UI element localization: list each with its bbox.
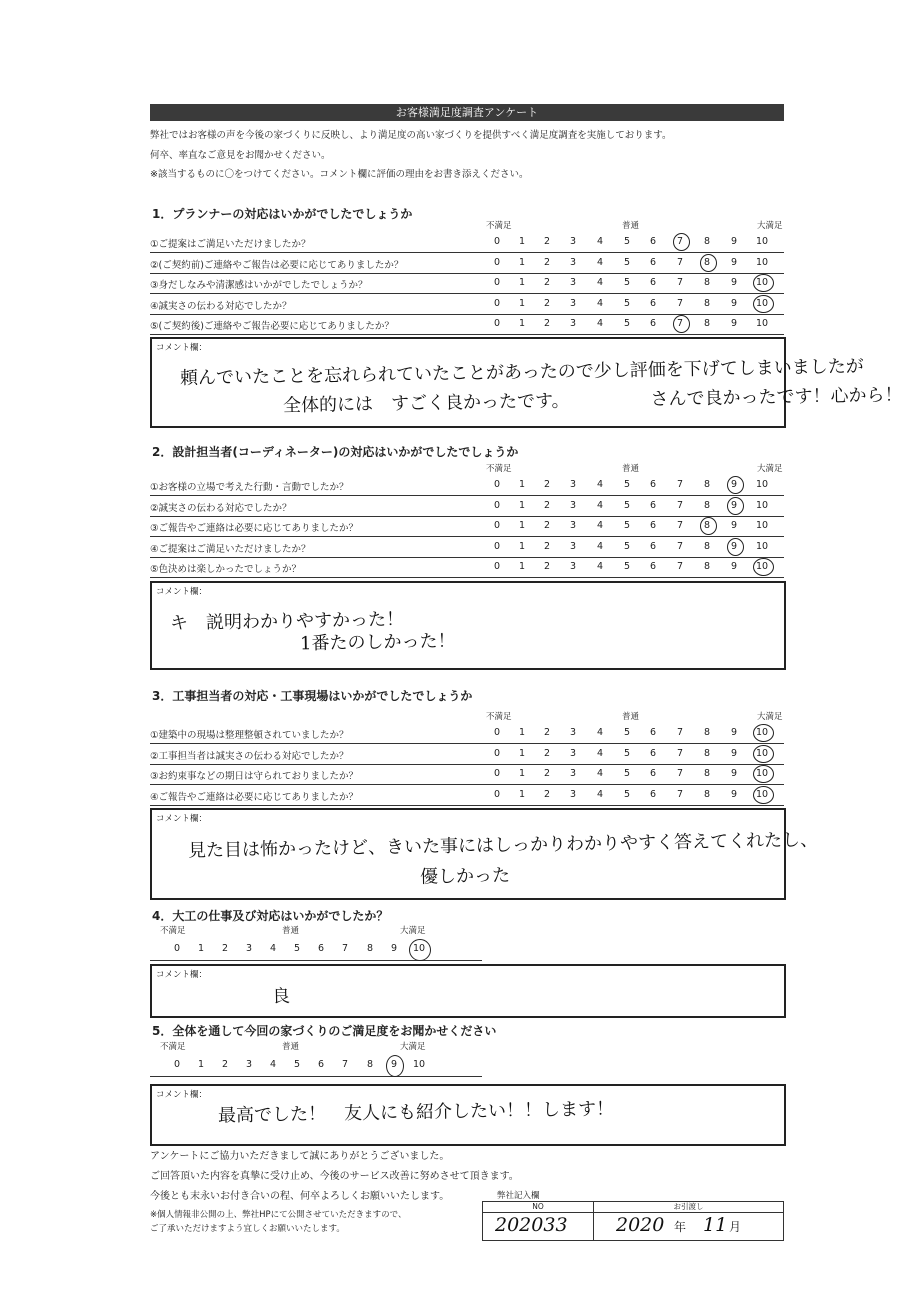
- rating-option-10[interactable]: 10: [755, 318, 769, 329]
- rating-option-10[interactable]: 10: [755, 256, 769, 268]
- rating-option-6[interactable]: 6: [649, 236, 657, 247]
- rating-option-1[interactable]: 1: [518, 788, 526, 800]
- delivery-header: お引渡し: [594, 1202, 783, 1213]
- answer-circle: [700, 254, 717, 272]
- rating-option-6[interactable]: 6: [649, 277, 657, 288]
- rating-option-6[interactable]: 6: [649, 318, 657, 329]
- answer-circle: [700, 517, 717, 535]
- section-3-scale-mid: 普通: [622, 712, 640, 722]
- rating-option-4[interactable]: 4: [269, 1059, 277, 1070]
- section-2-scale-low: 不満足: [486, 464, 512, 474]
- rating-option-10[interactable]: 10: [755, 236, 769, 247]
- rating-option-4[interactable]: 4: [596, 236, 604, 247]
- delivery-year: 2020: [616, 1214, 665, 1236]
- rating-option-7[interactable]: 7: [676, 256, 684, 268]
- rating-option-2[interactable]: 2: [543, 297, 551, 309]
- section-2-scale-mid: 普通: [622, 464, 640, 474]
- section-1-scale-high: 大満足: [757, 221, 783, 231]
- question-row: [150, 253, 784, 274]
- section-4-comment-box: [150, 964, 786, 1018]
- delivery-month: 11: [703, 1214, 728, 1236]
- footer-line-3: 今後とも末永いお付き合いの程、何卒よろしくお願いいたします。: [150, 1191, 450, 1202]
- rating-option-3[interactable]: 3: [569, 236, 577, 247]
- answer-circle: [727, 538, 744, 556]
- question-text: ①建築中の現場は整理整頓されていましたか？: [150, 730, 349, 741]
- rating-option-4[interactable]: 4: [596, 256, 604, 268]
- question-text: ①ご提案はご満足いただけましたか？: [150, 239, 311, 250]
- rating-option-6[interactable]: 6: [649, 479, 657, 490]
- rating-option-4[interactable]: 4: [596, 499, 604, 511]
- section-5-scale-high: 大満足: [400, 1042, 426, 1052]
- question-text: ③身だしなみや清潔感はいかがでしたでしょうか？: [150, 280, 368, 291]
- rating-option-6[interactable]: 6: [649, 256, 657, 268]
- intro-line-1: 弊社ではお客様の声を今後の家づくりに反映し、より満足度の高い家づくりを提供すべく満足度調査を実施しております。: [150, 130, 672, 141]
- question-row: [150, 723, 784, 744]
- rating-option-6[interactable]: 6: [649, 520, 657, 531]
- rating-option-3[interactable]: 3: [569, 520, 577, 531]
- rating-option-2[interactable]: 2: [543, 318, 551, 329]
- section-3-scale-high: 大満足: [757, 712, 783, 722]
- rating-option-9[interactable]: 9: [730, 768, 738, 779]
- rating-option-8[interactable]: 8: [703, 318, 711, 329]
- rating-option-3[interactable]: 3: [569, 727, 577, 738]
- rating-option-0[interactable]: 0: [493, 236, 501, 247]
- question-text: ③ご報告やご連絡は必要に応じてありましたか？: [150, 523, 359, 534]
- rating-option-4[interactable]: 4: [596, 788, 604, 800]
- office-label: 弊社記入欄: [497, 1191, 540, 1201]
- rating-option-3[interactable]: 3: [569, 747, 577, 759]
- rating-option-8[interactable]: 8: [366, 1059, 374, 1070]
- rating-option-5[interactable]: 5: [623, 236, 631, 247]
- rating-option-1[interactable]: 1: [518, 318, 526, 329]
- question-row: [150, 475, 784, 496]
- no-value: 202033: [495, 1214, 568, 1236]
- rating-option-5[interactable]: 5: [623, 561, 631, 572]
- question-row: [150, 557, 784, 578]
- rating-option-8[interactable]: 8: [366, 943, 374, 954]
- rating-option-0[interactable]: 0: [493, 561, 501, 572]
- rating-option-3[interactable]: 3: [569, 297, 577, 309]
- answer-circle: [753, 295, 774, 313]
- rating-option-9[interactable]: 9: [730, 520, 738, 531]
- question-row: [150, 785, 784, 806]
- section-2-scale-high: 大満足: [757, 464, 783, 474]
- rating-option-6[interactable]: 6: [317, 1059, 325, 1070]
- rating-option-5[interactable]: 5: [623, 318, 631, 329]
- rating-option-4[interactable]: 4: [596, 297, 604, 309]
- answer-circle: [386, 1055, 404, 1077]
- section-5-scale-mid: 普通: [282, 1042, 300, 1052]
- comment-label: コメント欄：: [156, 587, 208, 597]
- question-row: [150, 744, 784, 765]
- rating-option-5[interactable]: 5: [623, 540, 631, 552]
- comment-label: コメント欄：: [156, 814, 208, 824]
- section-3-title: 3．工事担当者の対応・工事現場はいかがでしたでしょうか: [152, 689, 473, 703]
- section-1-scale-low: 不満足: [486, 221, 512, 231]
- rating-option-8[interactable]: 8: [703, 256, 711, 268]
- rating-option-1[interactable]: 1: [518, 297, 526, 309]
- rating-option-5[interactable]: 5: [623, 297, 631, 309]
- rating-option-5[interactable]: 5: [623, 768, 631, 779]
- rating-option-10[interactable]: 10: [755, 788, 769, 800]
- rating-option-1[interactable]: 1: [518, 561, 526, 572]
- rating-option-0[interactable]: 0: [493, 768, 501, 779]
- rating-option-6[interactable]: 6: [317, 943, 325, 954]
- rating-option-10[interactable]: 10: [412, 1059, 426, 1070]
- answer-circle: [753, 558, 774, 576]
- answer-circle: [673, 315, 690, 333]
- rating-option-10[interactable]: 10: [755, 297, 769, 309]
- rating-option-4[interactable]: 4: [596, 768, 604, 779]
- section-4-scale-low: 不満足: [160, 926, 186, 936]
- rating-option-0[interactable]: 0: [493, 256, 501, 268]
- rating-option-2[interactable]: 2: [543, 236, 551, 247]
- rating-option-7[interactable]: 7: [676, 727, 684, 738]
- rating-option-8[interactable]: 8: [703, 499, 711, 511]
- handwritten-comment: 最高でした！ 友人にも紹介したい！！します！: [217, 1098, 615, 1127]
- rating-option-4[interactable]: 4: [596, 727, 604, 738]
- rating-option-3[interactable]: 3: [569, 479, 577, 490]
- rating-option-1[interactable]: 1: [518, 520, 526, 531]
- rating-option-3[interactable]: 3: [569, 318, 577, 329]
- rating-option-8[interactable]: 8: [703, 727, 711, 738]
- rating-option-10[interactable]: 10: [755, 561, 769, 572]
- question-text: ⑤(ご契約後)ご連絡やご報告必要に応じてありましたか？: [150, 321, 394, 332]
- rating-option-1[interactable]: 1: [518, 479, 526, 490]
- section-3-scale-low: 不満足: [486, 712, 512, 722]
- rating-option-7[interactable]: 7: [676, 479, 684, 490]
- rating-option-7[interactable]: 7: [341, 1059, 349, 1070]
- rating-baseline: [150, 960, 482, 961]
- rating-option-2[interactable]: 2: [543, 520, 551, 531]
- rating-option-2[interactable]: 2: [221, 1059, 229, 1070]
- footer-line-1: アンケートにご協力いただきまして誠にありがとうございました。: [150, 1151, 450, 1162]
- rating-option-2[interactable]: 2: [543, 256, 551, 268]
- handwritten-comment: 見た目は怖かったけど、きいた事にはしっかりわかりやすく答えてくれたし、: [187, 829, 819, 862]
- survey-title: お客様満足度調査アンケート: [150, 104, 784, 121]
- section-1-title: 1．プランナーの対応はいかがでしたでしょうか: [152, 207, 413, 221]
- rating-option-4[interactable]: 4: [596, 747, 604, 759]
- rating-option-0[interactable]: 0: [493, 520, 501, 531]
- rating-option-7[interactable]: 7: [676, 768, 684, 779]
- question-text: ②工事担当者は誠実さの伝わる対応でしたか？: [150, 750, 349, 762]
- rating-option-10[interactable]: 10: [755, 499, 769, 511]
- rating-option-1[interactable]: 1: [518, 277, 526, 288]
- privacy-line-1: ※個人情報非公開の上、弊社HPにて公開させていただきますので、: [150, 1210, 407, 1220]
- rating-option-0[interactable]: 0: [493, 727, 501, 738]
- month-unit: 月: [729, 1220, 742, 1234]
- rating-option-9[interactable]: 9: [730, 256, 738, 268]
- question-row: [150, 516, 784, 537]
- rating-option-1[interactable]: 1: [197, 1059, 205, 1070]
- rating-option-7[interactable]: 7: [676, 318, 684, 329]
- rating-option-5[interactable]: 5: [293, 943, 301, 954]
- rating-option-6[interactable]: 6: [649, 297, 657, 309]
- rating-option-7[interactable]: 7: [341, 943, 349, 954]
- answer-circle: [753, 765, 774, 783]
- rating-option-5[interactable]: 5: [293, 1059, 301, 1070]
- rating-option-2[interactable]: 2: [543, 561, 551, 572]
- rating-option-4[interactable]: 4: [596, 561, 604, 572]
- rating-option-10[interactable]: 10: [755, 747, 769, 759]
- rating-option-8[interactable]: 8: [703, 297, 711, 309]
- rating-option-5[interactable]: 5: [623, 277, 631, 288]
- rating-option-3[interactable]: 3: [569, 540, 577, 552]
- rating-option-2[interactable]: 2: [543, 499, 551, 511]
- rating-option-10[interactable]: 10: [755, 768, 769, 779]
- rating-option-7[interactable]: 7: [676, 747, 684, 759]
- rating-option-10[interactable]: 10: [755, 277, 769, 288]
- rating-option-10[interactable]: 10: [412, 943, 426, 954]
- rating-option-2[interactable]: 2: [543, 727, 551, 738]
- answer-circle: [409, 939, 431, 961]
- question-row: [150, 496, 784, 517]
- question-text: ④ご提案はご満足いただけましたか？: [150, 543, 311, 555]
- rating-option-0[interactable]: 0: [493, 788, 501, 800]
- rating-option-6[interactable]: 6: [649, 561, 657, 572]
- rating-option-1[interactable]: 1: [197, 943, 205, 954]
- rating-option-3[interactable]: 3: [245, 943, 253, 954]
- rating-option-10[interactable]: 10: [755, 727, 769, 738]
- rating-option-5[interactable]: 5: [623, 727, 631, 738]
- rating-option-7[interactable]: 7: [676, 236, 684, 247]
- comment-label: コメント欄：: [156, 343, 208, 353]
- answer-circle: [727, 497, 744, 515]
- rating-option-4[interactable]: 4: [596, 540, 604, 552]
- rating-option-3[interactable]: 3: [569, 256, 577, 268]
- rating-option-3[interactable]: 3: [569, 788, 577, 800]
- rating-option-1[interactable]: 1: [518, 768, 526, 779]
- question-text: ⑤色決めは楽しかったでしょうか？: [150, 564, 302, 575]
- comment-label: コメント欄：: [156, 970, 208, 980]
- rating-option-2[interactable]: 2: [543, 277, 551, 288]
- handwritten-comment: 良: [271, 985, 291, 1008]
- footer-line-2: ご回答頂いた内容を真摯に受け止め、今後のサービス改善に努めさせて頂きます。: [150, 1171, 519, 1182]
- handwritten-comment: キ 説明わかりやすかった！: [169, 608, 405, 635]
- question-row: [150, 232, 784, 253]
- answer-circle: [753, 274, 774, 292]
- rating-option-8[interactable]: 8: [703, 520, 711, 531]
- rating-option-2[interactable]: 2: [543, 747, 551, 759]
- intro-line-2: 何卒、率直なご意見をお聞かせください。: [150, 150, 331, 161]
- rating-option-9[interactable]: 9: [730, 540, 738, 552]
- rating-option-1[interactable]: 1: [518, 499, 526, 511]
- rating-option-4[interactable]: 4: [596, 277, 604, 288]
- question-text: ③お約束事などの期日は守られておりましたか？: [150, 771, 359, 782]
- rating-option-6[interactable]: 6: [649, 499, 657, 511]
- rating-option-4[interactable]: 4: [596, 318, 604, 329]
- rating-option-3[interactable]: 3: [569, 277, 577, 288]
- section-1-scale-mid: 普通: [622, 221, 640, 231]
- rating-option-9[interactable]: 9: [730, 561, 738, 572]
- rating-option-2[interactable]: 2: [543, 540, 551, 552]
- rating-option-0[interactable]: 0: [493, 499, 501, 511]
- rating-option-8[interactable]: 8: [703, 747, 711, 759]
- rating-option-8[interactable]: 8: [703, 236, 711, 247]
- rating-option-7[interactable]: 7: [676, 540, 684, 552]
- rating-option-2[interactable]: 2: [543, 768, 551, 779]
- rating-option-8[interactable]: 8: [703, 788, 711, 800]
- intro-line-3: ※該当するものに〇をつけてください。コメント欄に評価の理由をお書き添えください。: [150, 169, 529, 180]
- rating-option-7[interactable]: 7: [676, 297, 684, 309]
- rating-option-5[interactable]: 5: [623, 747, 631, 759]
- rating-option-6[interactable]: 6: [649, 768, 657, 779]
- handwritten-comment: 優しかった: [419, 865, 511, 888]
- rating-option-5[interactable]: 5: [623, 479, 631, 490]
- section-4-scale-high: 大満足: [400, 926, 426, 936]
- section-4-title: 4．大工の仕事及び対応はいかがでしたか？: [152, 909, 389, 923]
- rating-option-1[interactable]: 1: [518, 727, 526, 738]
- question-row: [150, 314, 784, 335]
- rating-option-7[interactable]: 7: [676, 561, 684, 572]
- rating-option-0[interactable]: 0: [493, 479, 501, 490]
- rating-option-2[interactable]: 2: [221, 943, 229, 954]
- rating-option-0[interactable]: 0: [493, 277, 501, 288]
- rating-option-7[interactable]: 7: [676, 499, 684, 511]
- question-text: ④ご報告やご連絡は必要に応じてありましたか？: [150, 791, 359, 803]
- rating-option-9[interactable]: 9: [390, 943, 398, 954]
- rating-option-8[interactable]: 8: [703, 768, 711, 779]
- rating-option-0[interactable]: 0: [173, 1059, 181, 1070]
- office-divider: [593, 1212, 594, 1240]
- rating-option-4[interactable]: 4: [269, 943, 277, 954]
- rating-option-3[interactable]: 3: [569, 499, 577, 511]
- rating-option-6[interactable]: 6: [649, 727, 657, 738]
- question-text: ④誠実さの伝わる対応でしたか？: [150, 300, 292, 312]
- rating-option-6[interactable]: 6: [649, 788, 657, 800]
- rating-option-7[interactable]: 7: [676, 277, 684, 288]
- rating-option-7[interactable]: 7: [676, 788, 684, 800]
- rating-option-1[interactable]: 1: [518, 236, 526, 247]
- rating-option-1[interactable]: 1: [518, 540, 526, 552]
- rating-option-9[interactable]: 9: [730, 499, 738, 511]
- rating-option-8[interactable]: 8: [703, 561, 711, 572]
- year-unit: 年: [674, 1220, 687, 1234]
- answer-circle: [673, 233, 690, 251]
- question-text: ②(ご契約前)ご連絡やご報告は必要に応じてありましたか？: [150, 259, 404, 271]
- rating-option-9[interactable]: 9: [730, 479, 738, 490]
- rating-option-9[interactable]: 9: [730, 236, 738, 247]
- rating-option-2[interactable]: 2: [543, 788, 551, 800]
- rating-option-8[interactable]: 8: [703, 479, 711, 490]
- rating-option-7[interactable]: 7: [676, 520, 684, 531]
- rating-option-6[interactable]: 6: [649, 540, 657, 552]
- rating-option-5[interactable]: 5: [623, 520, 631, 531]
- section-5-title: 5．全体を通して今回の家づくりのご満足度をお聞かせください: [152, 1024, 497, 1038]
- rating-option-2[interactable]: 2: [543, 479, 551, 490]
- rating-option-9[interactable]: 9: [730, 727, 738, 738]
- rating-option-3[interactable]: 3: [569, 561, 577, 572]
- no-header: NO: [483, 1202, 594, 1213]
- rating-option-0[interactable]: 0: [493, 297, 501, 309]
- question-row: [150, 537, 784, 558]
- question-row: [150, 764, 784, 785]
- rating-option-5[interactable]: 5: [623, 788, 631, 800]
- answer-circle: [753, 724, 774, 742]
- rating-option-0[interactable]: 0: [493, 540, 501, 552]
- rating-option-3[interactable]: 3: [569, 768, 577, 779]
- rating-option-5[interactable]: 5: [623, 499, 631, 511]
- rating-option-1[interactable]: 1: [518, 747, 526, 759]
- privacy-line-2: ご了承いただけますよう宜しくお願いいたします。: [150, 1224, 345, 1234]
- rating-option-1[interactable]: 1: [518, 256, 526, 268]
- rating-option-10[interactable]: 10: [755, 479, 769, 490]
- rating-option-0[interactable]: 0: [173, 943, 181, 954]
- answer-circle: [753, 745, 774, 763]
- rating-option-9[interactable]: 9: [730, 318, 738, 329]
- handwritten-comment: 全体的には すごく良かったです。 さんで良かったです！心から！: [282, 384, 903, 417]
- rating-option-9[interactable]: 9: [730, 788, 738, 800]
- question-row: [150, 273, 784, 294]
- answer-circle: [727, 476, 744, 494]
- rating-option-9[interactable]: 9: [730, 297, 738, 309]
- question-text: ②誠実さの伝わる対応でしたか？: [150, 502, 292, 514]
- section-4-scale-mid: 普通: [282, 926, 300, 936]
- rating-option-6[interactable]: 6: [649, 747, 657, 759]
- rating-baseline: [150, 1076, 482, 1077]
- rating-option-5[interactable]: 5: [623, 256, 631, 268]
- rating-option-4[interactable]: 4: [596, 520, 604, 531]
- rating-option-8[interactable]: 8: [703, 277, 711, 288]
- answer-circle: [753, 786, 774, 804]
- rating-option-9[interactable]: 9: [730, 747, 738, 759]
- question-row: [150, 294, 784, 315]
- section-2-title: 2．設計担当者(コーディネーター)の対応はいかがでしたでしょうか: [152, 445, 519, 459]
- question-text: ①お客様の立場で考えた行動・言動でしたか？: [150, 482, 349, 493]
- rating-option-3[interactable]: 3: [245, 1059, 253, 1070]
- handwritten-comment: 1番たのしかった！: [299, 630, 456, 655]
- comment-label: コメント欄：: [156, 1090, 208, 1100]
- handwritten-comment: 頼んでいたことを忘れられていたことがあったので少し評価を下げてしまいましたが: [179, 356, 864, 389]
- rating-option-10[interactable]: 10: [755, 520, 769, 531]
- rating-option-9[interactable]: 9: [730, 277, 738, 288]
- rating-option-10[interactable]: 10: [755, 540, 769, 552]
- rating-option-9[interactable]: 9: [390, 1059, 398, 1070]
- rating-option-8[interactable]: 8: [703, 540, 711, 552]
- office-box: [482, 1201, 784, 1241]
- rating-option-0[interactable]: 0: [493, 747, 501, 759]
- rating-option-0[interactable]: 0: [493, 318, 501, 329]
- rating-option-4[interactable]: 4: [596, 479, 604, 490]
- section-5-scale-low: 不満足: [160, 1042, 186, 1052]
